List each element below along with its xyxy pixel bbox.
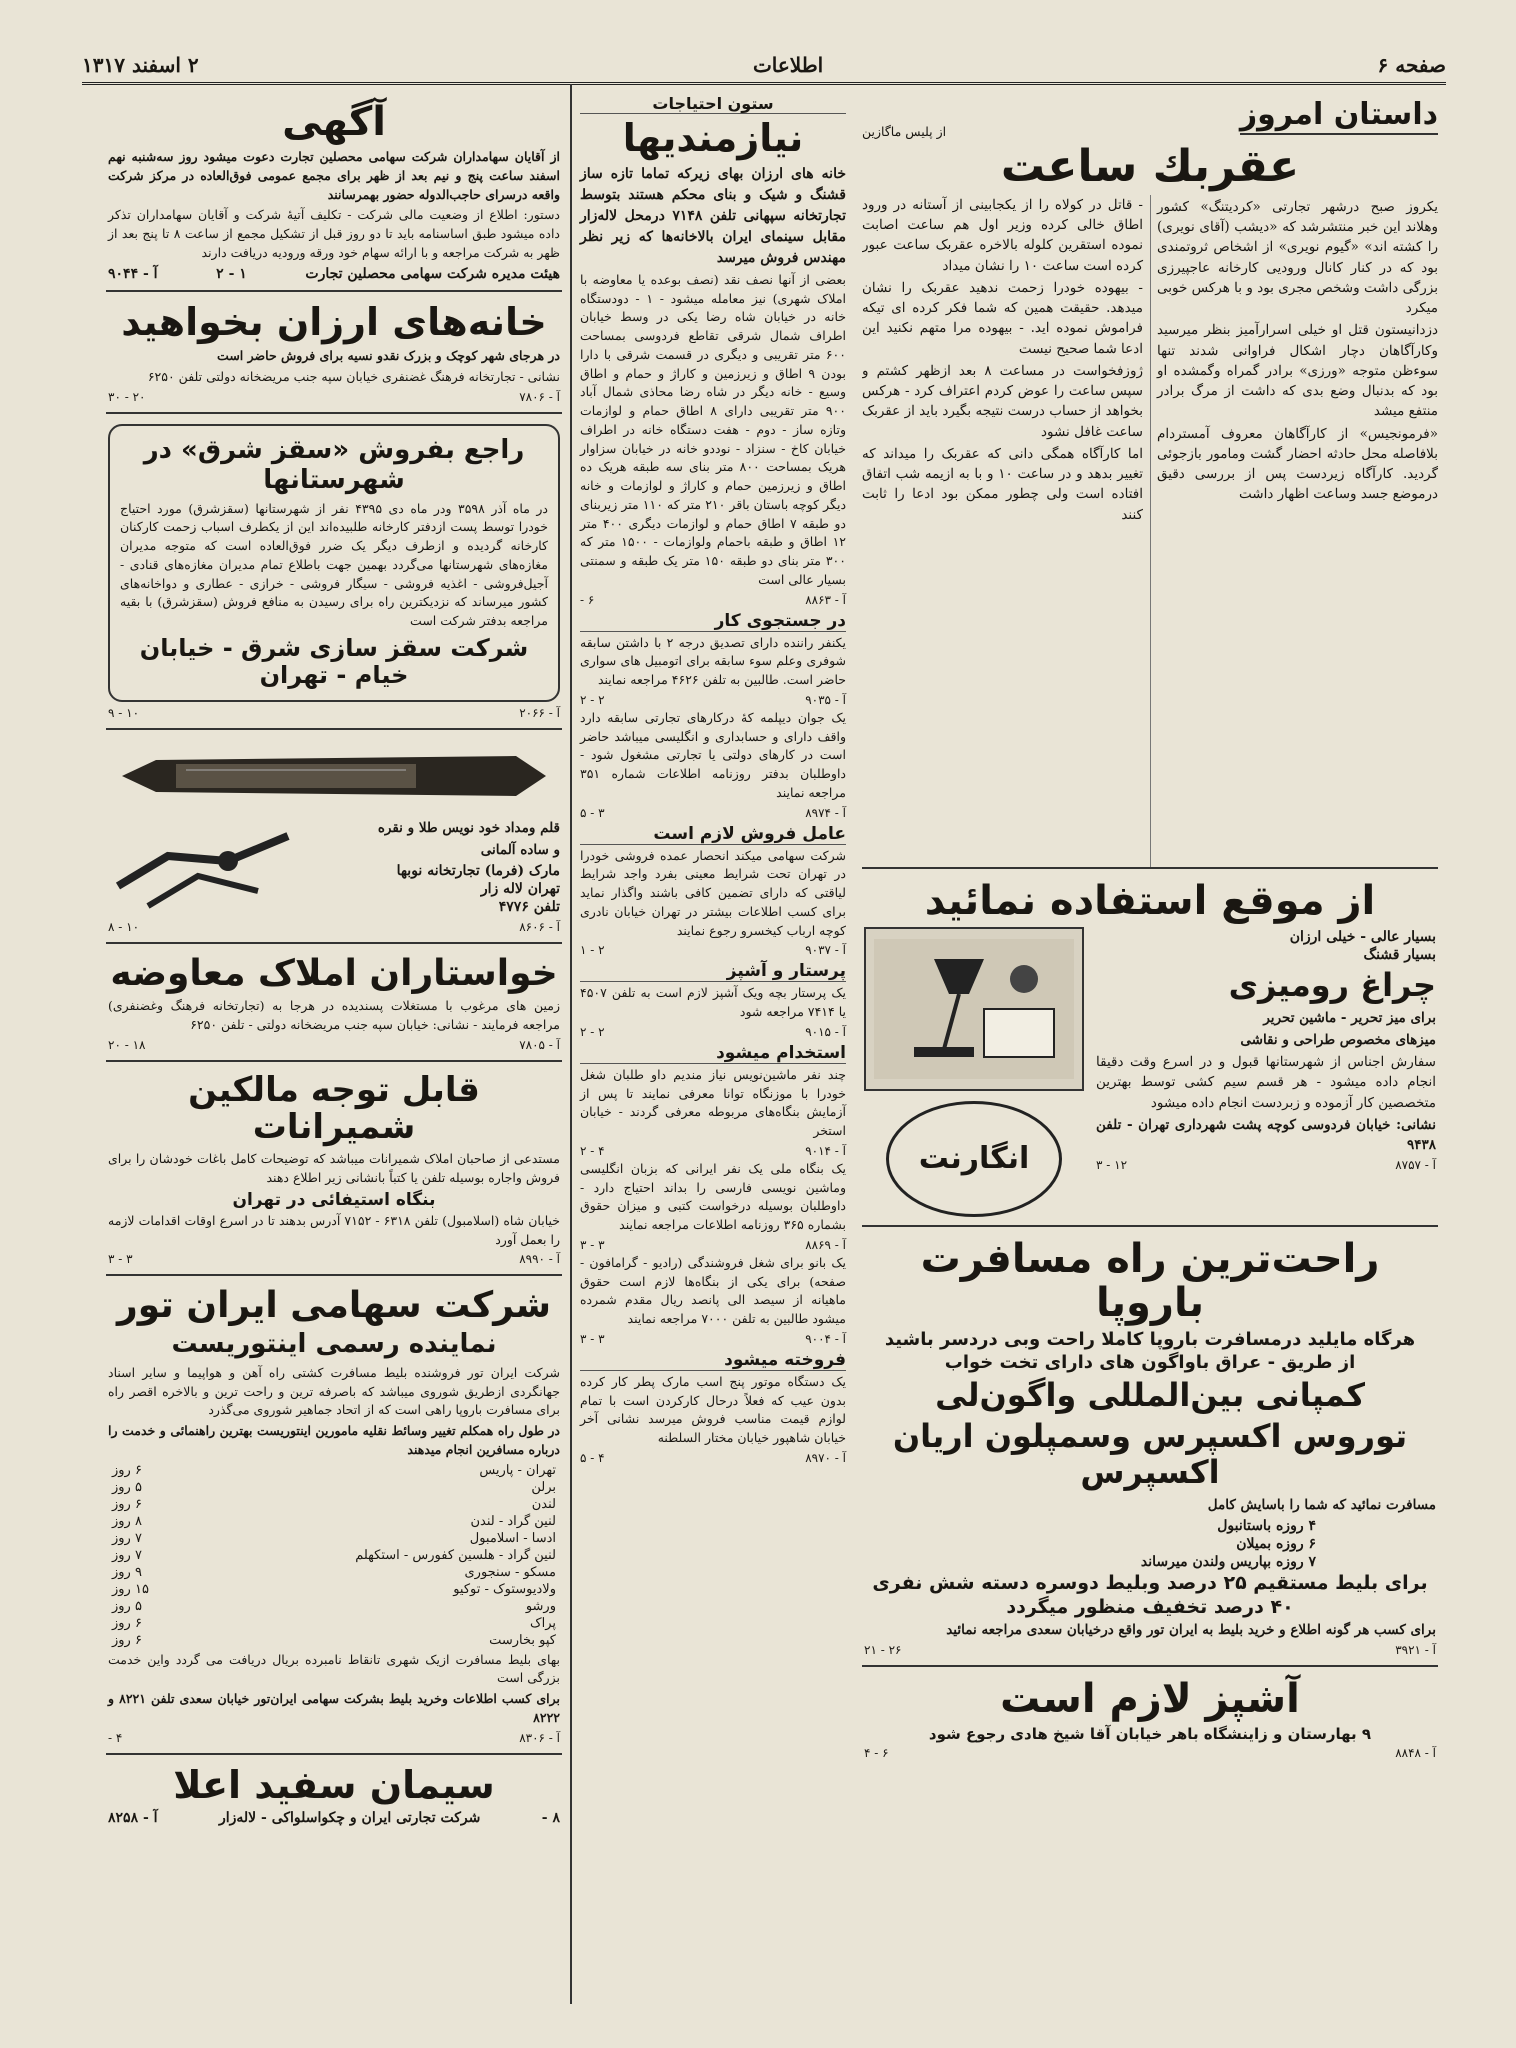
notice-title: آگهی	[282, 99, 386, 145]
route-name: کپو بخارست	[489, 1632, 556, 1648]
europe-title: راحت‌ترین راه مسافرت باروپا	[920, 1235, 1380, 1326]
lamp-address: نشانی: خیابان فردوسی کوچه پشت شهرداری تهران - تلفن ۹۴۳۸	[1096, 1116, 1436, 1154]
pen-ad	[106, 730, 562, 944]
ad-code: آ - ۹۰۱۵ ۲ - ۲	[580, 1024, 846, 1039]
europe-body: مسافرت نمائید که شما را باسایش کامل	[1207, 1497, 1436, 1514]
classified-text: شرکت سهامی میکند انحصار عمده فروشی خودرا در تهران تحت شرایط معینی بفرد واجد شرایط لیاقتی که دارای تضمین کافی باشند واگذار نماید برای کسب اطلاعات بیشتر در تهران خیابان نادری کوچه ارباب کیخسرو رجوع نمایند	[580, 847, 846, 938]
lamp-line: برای میز تحریر - ماشین تحریر	[1263, 1009, 1436, 1026]
route-row	[108, 1615, 560, 1632]
route-name: مسکو - سنجوری	[464, 1564, 556, 1580]
ad-code: آ - ۸۹۷۰ ۴ - ۵	[580, 1450, 846, 1465]
lamp-illustration	[864, 927, 1084, 1091]
route-days: ۶ روز	[112, 1496, 142, 1512]
route-name: تهران - پاریس	[479, 1462, 556, 1478]
lamp-ad	[862, 867, 1438, 1227]
ad-code: آ - ۹۰۰۴ ۳ - ۳	[580, 1331, 846, 1346]
column-right	[854, 84, 1446, 2004]
route-name: ورشو	[525, 1598, 556, 1614]
ad-code: آ - ۳۹۲۱ ۲۶ - ۲۱	[864, 1642, 1436, 1657]
route-days: ۶ روز	[112, 1462, 142, 1478]
tour-body: شرکت ایران تور فروشنده بلیط مسافرت کشتی راه آهن و هواپیما و سایر اسناد جهانگردی ازطریق شوروی میباشد که باصرفه ترین و راحت ترین و بالاخره اقصر راه برای مسافرت باروپا راهی است که از اتحاد جماهیر شوروی می‌گذرد	[108, 1364, 560, 1418]
story-paragraph: «فرمونجیس» از کارآگاهان معروف آمستردام بلافاصله محل حادثه احضار گشت ومامور بازجوئی گردید. کارآگاه زیردست پس از بررسی دقیق درموضع جسد وساعت اظهار داشت	[1157, 425, 1438, 503]
discount-line: ۴۰ درصد تخفیف منظور میگردد	[1006, 1595, 1294, 1618]
route-row	[108, 1581, 560, 1598]
ad-code: هیئت مدیره شرکت سهامی محصلین تجارت ۱ - ۲ آ - ۹۰۴۴	[108, 265, 560, 282]
notice-agenda: دستور: اطلاع از وضعیت مالی شرکت - تکلیف آتیهٔ شرکت و آقایان سهامداران تذکر داده میشود طبق اساسنامه باید تا دو روز قبل از تشکیل مجمع از ساعت ۸ تا پنج بعد از ظهر به شرکت مراجعه و با ارائه سهام خود ورقه ورودیه دریافت دارند	[108, 207, 560, 260]
route-days: ۶ روز	[112, 1632, 142, 1648]
route-name: لنین گراد - هلسین کفورس - استکهلم	[355, 1547, 556, 1563]
route-row	[108, 1496, 560, 1513]
classifieds-section: ستون احتیاجات	[580, 94, 846, 114]
route-days: ۵ روز	[112, 1479, 142, 1495]
tour-title: شرکت سهامی ایران تور	[117, 1285, 551, 1327]
classified-text: یک جوان دیپلمه کهٔ درکارهای تجارتی سابقه دارد واقف دارای و حسابداری و انگلیسی میباشد حاضر است در کارهای دولتی یا تجارتی مشغول شود - داوطلبان بدفتر روزنامه اطلاعات شماره ۳۵۱ مراجعه نمایند	[580, 709, 846, 800]
story-paragraph: ژوزفخواست در مساعت ۸ بعد ازظهر کشتم و سپس ساعت را عوض کردم اعتراف کرد - هرکس بخواهد از حساب درست نتیجه بگیرد باید از عقربک ساعت غافل نشود	[862, 362, 1143, 440]
route-row	[108, 1479, 560, 1496]
ad-code: آ - ۸۸۴۸ ۶ - ۴	[864, 1745, 1436, 1760]
classified-text: یک پرستار بچه ویک آشپز لازم است به تلفن ۴۵۰۷ یا ۷۴۱۴ مراجعه شود	[580, 985, 846, 1020]
property-exchange-ad	[106, 944, 562, 1062]
route-row	[108, 1564, 560, 1581]
europe-line: هرگاه مایلید درمسافرت باروپا کاملا راحت وبی دردسر باشید	[884, 1328, 1416, 1350]
discount-line: برای بلیط مستقیم ۲۵ درصد وبلیط دوسره دسته شش نفری	[872, 1571, 1428, 1594]
houses-title: خانه‌های ارزان بخواهید	[121, 299, 547, 344]
shemiran-body: مستدعی از صاحبان املاک شمیرانات میباشد که توضیحات کامل باغات خودشان را برای فروش واجاره بوسیله تلفن یا کتباً بانشانی زیر اطلاع دهند	[108, 1151, 560, 1186]
ad-code: آ - ۸۹۹۰ ۳ - ۳	[108, 1252, 560, 1267]
paper-name: اطلاعات	[752, 53, 824, 77]
ad-code: آ - ۸۹۷۴ ۳ - ۵	[580, 805, 846, 820]
tour-body: در طول راه همکلم تغییر وسائط نقلیه مامورین اینتوریست بهترین راهنمائی و خدمت را درباره مسافرین انجام میدهند	[108, 1423, 560, 1457]
ad-code: آ - ۸۳۰۶ ۴ -	[108, 1730, 560, 1745]
route-name: لندن	[531, 1496, 556, 1512]
story-paragraph: - قاتل در کولاه را از یکجابینی از آستانه در ورود اطاق خالی کرده وزیر اول هم ساعت اصابت نموده استقرین کلوله بالاخره عقربک ساعت عبور کرده است ساعت ۱۰ را نشان میداد	[862, 196, 1143, 274]
shareholders-notice	[106, 90, 562, 292]
ad-code: آ - ۷۸۰۵ ۱۸ - ۲۰	[108, 1037, 560, 1052]
story-source: از پلیس ماگازین	[862, 123, 947, 139]
roof-ad	[106, 414, 562, 730]
lamp-product: چراغ رومیزی	[1228, 965, 1436, 1004]
shemiran-address: خیابان شاه (اسلامبول) تلفن ۶۳۱۸ - ۷۱۵۲ آدرس بدهند تا در اسرع اوقات اقدامات لازمه را بعمل آورد	[108, 1212, 560, 1247]
route-row	[108, 1598, 560, 1615]
roof-title: راجع بفروش «سقز شرق» در شهرستانها	[143, 434, 525, 495]
lamp-title: از موقع استفاده نمائید	[924, 877, 1376, 924]
cook-ad	[862, 1667, 1438, 1768]
pen-line: و ساده آلمانی	[480, 842, 560, 859]
ad-code: آ - ۹۰۳۷ ۲ - ۱	[580, 943, 846, 958]
column-left	[98, 84, 570, 2004]
cook-body: ۹ بهارستان و زاینشگاه باهر خیابان آقا شیخ هادی رجوع شود	[928, 1724, 1372, 1743]
brand-seal: انگارنت	[886, 1101, 1062, 1217]
company-name: کمپانی بین‌المللی واگون‌لی	[935, 1375, 1365, 1414]
route-days: ۹ روز	[112, 1564, 142, 1580]
route-name: لنین گراد - لندن	[470, 1513, 556, 1529]
tour-routes-table	[108, 1462, 560, 1649]
route-name: ولادیوستوک - توکیو	[453, 1581, 556, 1597]
shemiran-title: قابل توجه مالکین شمیرانات	[188, 1069, 480, 1147]
story-paragraph: یکروز صبح درشهر تجارتی «کردیتنگ» کشور وهلاند این خبر منتشرشد که «دیشب (آقای نویری) را کشته اند» «گیوم نویری» از اشخاص ثروتمندی بود که در کنار کانال ورودیی کارخانه عاجپیرزی بزرگی داشت وشخص مجری بود و با هرکس خوبی میکرد	[1157, 198, 1438, 317]
ad-code: آ - ۸۸۶۹ ۳ - ۳	[580, 1237, 846, 1252]
ad-code: آ - ۸۶۰۶ ۱۰ - ۸	[108, 919, 560, 934]
cook-title: آشپز لازم است	[1000, 1675, 1300, 1722]
classified-text: یکنفر راننده دارای تصدیق درجه ۲ با داشتن سابقه شوفری وعلم سوء سابقه برای اتومبیل های سواری حاضر است. طالبین به تلفن ۴۶۲۶ مراجعه نمایند	[580, 634, 847, 688]
europe-contact: برای کسب هر گونه اطلاع و خرید بلیط به ایران تور واقع درخیابان سعدی مراجعه نمائید	[946, 1621, 1436, 1638]
iran-tour-ad	[106, 1276, 562, 1754]
lamp-body: سفارش اجناس از شهرستانها قبول و در اسرع وقت دقیقا انجام داده میشود - هر قسم سیم کشی توسط بهترین متخصصین کار آزموده و زبردست انجام داده میشود	[1096, 1054, 1436, 1111]
route-row	[108, 1513, 560, 1530]
route-row	[108, 1462, 560, 1479]
story-body	[862, 195, 1438, 867]
europe-line: از طریق - عراق باواگون های دارای تخت خواب	[944, 1351, 1356, 1373]
houses-body: در هرجای شهر کوچک و بزرک نقدو نسیه برای فروش حاضر است	[217, 348, 560, 364]
story-section-title: داستان امروز	[1240, 98, 1438, 135]
column-middle	[570, 84, 854, 2004]
route-days: ۵ روز	[112, 1598, 142, 1614]
story-paragraph: اما کارآگاه همگی دانی که عقربک را میداند که تغییر بدهد و در ساعت ۱۰ و با به ازیمه شب اتفاق افتاده است ولی چطور ممکن بود ادعا را ثابت کنند	[862, 445, 1143, 523]
ad-code: آ - ۷۸۰۶ ۲۰ - ۳۰	[108, 389, 560, 404]
classified-text: چند نفر ماشین‌نویس نیاز مندیم داو طلبان شغل خودرا با موزنگاه توانا معرفی نمایند تا پس از آزمایش بنگاه‌های مربوطه معرفی گردند - خیابان استخر	[580, 1066, 846, 1139]
notice-body: از آقایان سهامداران شرکت سهامی محصلین تجارت دعوت میشود روز سه‌شنبه نهم اسفند ساعت پنج و نیم بعد از ظهر برای مجمع عمومی فوق‌العاده در مرکز شرکت واقعه درسرای حاجب‌الدوله حضور بهمرسانند	[108, 149, 560, 202]
classified-text: یک دستگاه موتور پنج اسب مارک پطر کار کرده بدون عیب که فعلاً درحال کارکردن است با تمام لوازم قیمت مناسب فروش میرسد نشانی آخر خیابان شاهپور خیابان مختار السلطنه	[580, 1373, 846, 1446]
route-days: ۶ روز	[112, 1615, 142, 1631]
classified-text: یک بانو برای شغل فروشندگی (رادیو - گرامافون - صفحه) برای یکی از بنگاه‌ها لازم است حقوق ماهیانه از سیصد الی پانصد ریال مقدم شمرده میشود طالبین به تلفن ۷۰۰۰ مراجعه نمایند	[580, 1254, 846, 1327]
issue-date: ۲ اسفند ۱۳۱۷	[82, 53, 199, 77]
tour-subtitle: نماینده رسمی اینتوریست	[171, 1328, 497, 1359]
lamp-line: میزهای مخصوص طراحی و نقاشی	[1240, 1031, 1436, 1048]
pen-phone: تلفن ۴۷۷۶	[498, 898, 560, 915]
route-row	[108, 1547, 560, 1564]
story-paragraph: دزدانیستون قتل او خیلی اسرارآمیز بنظر میرسید وکارآگاهان دچار اشکال فراوانی شدند تنها سوءظن متوجه «ورزی» برادر گمراه وگمشده او بود که بدنبال وضع بدی که داشت از مرگ برادر منتفع میشد	[1157, 322, 1438, 420]
route-name: ادسا - اسلامبول	[469, 1530, 556, 1546]
shemiran-ad	[106, 1062, 562, 1277]
houses-listing: بعضی از آنها نصف نقد (نصف بوعده یا معاوضه با املاک شهری) نیز معامله میشود - ۱ - دودستگاه خانه در خیابان شاه رضا یکی در وسط خیابان اطراف شمال شرقی تقاطع فردوسی بمساحت ۶۰۰ متر تقریبی و دیگری در قسمت شرقی با دارا بودن ۹ اطاق و زیرزمین و کاراژ و حمام و اطاق وسیع - خانه دیگر در شاه رضا محاذی شمال آباد ۹۰۰ متر تقریبی دارای ۸ اطاق حمام و لوازمات وتازه ساز - دوم - هفت دستگاه خانه در اطراف خیابان کاخ - سنزاد - نوددو خانه در خیابان سزاوار هریک بمساحت ۸۰۰ متر بنای سه طبقه هریک ده اطاق و زیرزمین حمام و کاراژ و لوازمات و خانه دیگر کوچه باستان باقر ۲۱۰ متر که ۱۱۰ متر زیربنای دو طبقه ۷ اطاق حمام و لوازمات دیگری ۴۰۰ متر ۱۲ اطاق و طبقه باحمام ولوازمات - ۱۵۰۰ متر که ۳۰۰ متر بنای دو طبقه ۱۵۰ متر یک طبقه و سمنتی بسیار عالی است	[580, 271, 847, 587]
pen-illustration	[112, 742, 556, 810]
cement-ad	[106, 1755, 562, 1835]
roof-signature: شرکت سقز سازی شرق - خیابان خیام - تهران	[139, 633, 529, 690]
express-name: توروس اکسپرس وسمپلون اریان اکسپرس	[892, 1416, 1408, 1492]
route-days: ۸ روز	[112, 1513, 142, 1529]
lamp-line: بسیار عالی - خیلی ارزان	[1289, 928, 1436, 945]
exchange-title: خواستاران املاک معاوضه	[110, 952, 558, 994]
route-days: ۱۵ روز	[112, 1581, 149, 1597]
tour-info: برای کسب اطلاعات وخرید بلیط بشرکت سهامی ایران‌تور خیابان سعدی تلفن ۸۲۲۱ و ۸۲۲۲	[108, 1691, 561, 1725]
route-item: ۶ روزه بمیلان	[1236, 1535, 1316, 1552]
job-seek-title: در جستجوی کار	[580, 611, 846, 632]
route-name: برلن	[531, 1479, 556, 1495]
ad-code: آ - ۹۰۳۵ ۲ - ۲	[580, 692, 846, 707]
page-header	[82, 48, 1446, 85]
route-item: ۷ روزه بپاریس ولندن میرساند	[1140, 1553, 1316, 1570]
story-paragraph: - بیهوده خودرا زحمت ندهید عقربک را نشان میدهد. حقیقت همین که شما فکر کرده ای تیکه فراموش نموده اید. - بیهوده مرا متهم نکنید این ادعا شما صحیح نیست	[862, 279, 1143, 357]
route-row	[108, 1530, 560, 1547]
classifieds-title: نیازمندیها	[622, 116, 804, 160]
exchange-body: زمین های مرغوب با مستغلات پسندیده در هرجا به (تجارتخانه فرهنگ وغضنفری) مراجعه فرمایند - نشانی: خیابان سپه جنب مریضخانه دولتی - تلفن ۶۲۵۰	[108, 998, 560, 1032]
europe-travel-ad	[862, 1227, 1438, 1667]
tour-note: بهای بلیط مسافرت ازیک شهری تانقاط نامبرده بریال دریافت می گردد واین خدمت بزرگی است	[108, 1651, 560, 1686]
pen-address: تهران لاله زار	[480, 880, 560, 897]
classifieds-lead: خانه های ارزان بهای زیرکه تماما تازه ساز قشنگ و شیک و بنای محکم هستند بتوسط تجارتخانه سپهانی تلفن ۷۱۴۸ درمحل لاله‌زار مقابل سینمای ایران بالاخانه‌ها که زیر نظر مهندس فروش میرسد	[580, 165, 846, 266]
route-days: ۷ روز	[112, 1547, 142, 1563]
hiring-title: استخدام میشود	[580, 1043, 846, 1064]
lamp-line: بسیار قشنگ	[1363, 946, 1436, 963]
ad-code: آ - ۲۰۶۶ ۱۰ - ۹	[108, 706, 560, 721]
route-row	[108, 1632, 560, 1649]
sales-agent-title: عامل فروش لازم است	[580, 824, 846, 845]
cement-title: سیمان سفید اعلا	[173, 1762, 495, 1807]
classified-text: یک بنگاه ملی یک نفر ایرانی که بزبان انگلیسی وماشین نویسی فارسی را بداند احتیاج دارد - داوطلبان بوسیله درخواست کتبی و میزان حقوق بشماره ۳۶۵ روزنامه اطلاعات مراجعه نمایند	[580, 1160, 846, 1233]
pen-brand: مارک (فرما) تجارتخانه نوبها	[396, 862, 560, 879]
nurse-title: پرستار و آشپز	[580, 961, 846, 982]
cheap-houses-ad	[106, 292, 562, 414]
page-number: صفحه ۶	[1377, 53, 1446, 77]
ad-code: آ - ۹۰۱۴ ۴ - ۲	[580, 1143, 846, 1158]
route-name: پراک	[529, 1615, 556, 1631]
shemiran-agency: بنگاه استیفائی در تهران	[232, 1189, 436, 1210]
roof-body: در ماه آذر ۳۵۹۸ ودر ماه دی ۴۳۹۵ نفر از شهرستانها (سقزشرق) مورد احتیاج خودرا توسط پست ازدفتر کارخانه طلبیده‌اند این از یکطرف اسباب زحمت کارکنان کارخانه گردیده و ازطرف دیگر یک ضرر فوق‌العاده است که متوجه مدیران مغازه‌های شهرستانها می‌گردد بهمین جهت باطلاع تمام مدیران مغازه‌های قنادی - آجیل‌فروشی - اغذیه فروشی - سیگار فروشی - خرازی - عطاری و دواخانه‌های کشور میرساند که نزدیکترین راه برای رسیدن به منافع فروش (سقزشرق) با بقیه مراجعه بدفتر شرکت است	[120, 500, 548, 629]
route-days: ۷ روز	[112, 1530, 142, 1546]
story-title: عقربك ساعت	[1000, 140, 1300, 192]
route-item: ۴ روزه باستانبول	[1217, 1517, 1316, 1534]
ad-code: آ - ۸۷۵۷ ۱۲ - ۳	[1096, 1158, 1436, 1173]
for-sale-title: فروخته میشود	[580, 1350, 846, 1371]
ad-code: ۸ - شرکت تجارتی ایران و چکواسلواکی - لاله‌زار آ - ۸۲۵۸	[108, 1810, 560, 1827]
pen-clip-illustration	[108, 816, 308, 916]
pen-line: قلم ومداد خود نویس طلا و نقره	[377, 820, 560, 837]
ad-code: آ - ۸۸۶۳ ۶ -	[580, 592, 846, 607]
houses-address: نشانی - تجارتخانه فرهنگ غضنفری خیابان سپه جنب مریضخانه دولتی تلفن ۶۲۵۰	[147, 369, 560, 385]
